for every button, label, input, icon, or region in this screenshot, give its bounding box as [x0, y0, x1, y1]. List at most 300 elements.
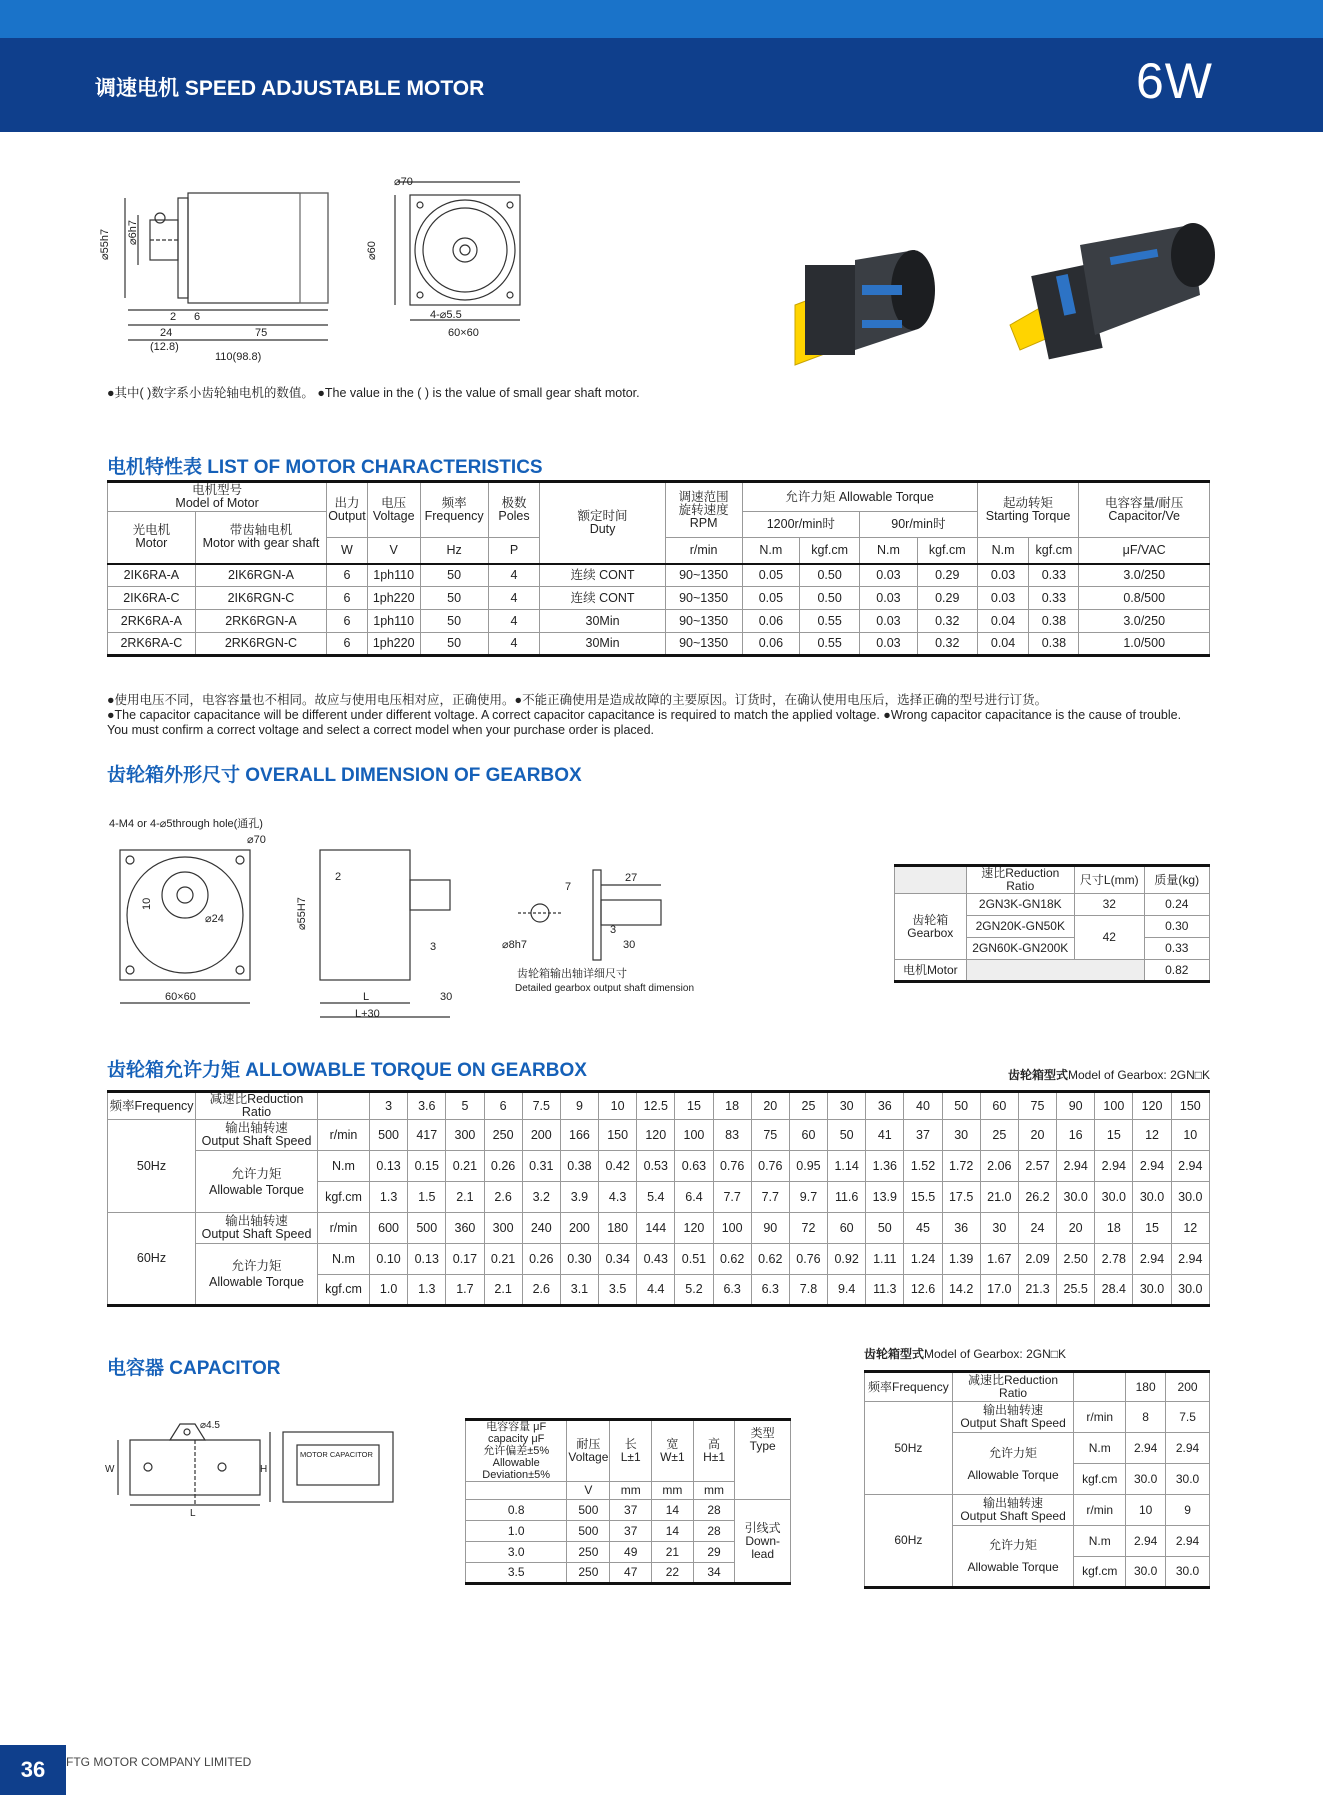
ratio-cell: 10 — [599, 1092, 637, 1120]
freq-60: 60Hz — [865, 1495, 953, 1588]
table-cell: 2.94 — [1126, 1433, 1166, 1464]
table-cell: 21 — [652, 1542, 694, 1563]
table-cell: 0.33 — [1029, 587, 1079, 610]
dim-label: ⌀70 — [247, 834, 266, 846]
shaft-caption-en: Detailed gearbox output shaft dimension — [515, 983, 695, 994]
col-ratio: 速比Reduction Ratio — [966, 866, 1074, 894]
dim-label: 6 — [194, 311, 201, 323]
table-cell: 30.0 — [1133, 1182, 1171, 1213]
table-cell: 250 — [567, 1563, 610, 1584]
model-en: Model of Gearbox: 2GN□K — [1068, 1068, 1210, 1082]
table-cell: 0.29 — [917, 587, 977, 610]
table-cell: 1ph110 — [367, 610, 420, 633]
table-cell: 30 — [980, 1213, 1018, 1244]
unit-cell: P — [488, 538, 540, 564]
dim-label: (12.8) — [150, 341, 179, 353]
table-cell: 3.5 — [466, 1563, 567, 1584]
table-cell: 0.03 — [977, 587, 1029, 610]
table-cell: 30.0 — [1126, 1557, 1166, 1588]
table-cell: 9.4 — [828, 1275, 866, 1306]
ratio-cell: 90 — [1057, 1092, 1095, 1120]
table-cell: 7.8 — [789, 1275, 827, 1306]
col-torque: 允许力矩 Allowable Torque — [742, 482, 977, 512]
table-cell: 0.42 — [599, 1151, 637, 1182]
col-starting: 起动转矩 Starting Torque — [977, 482, 1079, 538]
table-cell: 2IK6RA-A — [108, 564, 196, 587]
col-L: 尺寸L(mm) — [1074, 866, 1144, 894]
table-cell: 1ph220 — [367, 633, 420, 656]
unit-cell: r/min — [318, 1120, 370, 1151]
ratio-cell: 150 — [1171, 1092, 1209, 1120]
table-cell: 0.32 — [917, 633, 977, 656]
table-cell: 3.5 — [599, 1275, 637, 1306]
table-cell: 500 — [567, 1521, 610, 1542]
table-cell: 1.0 — [370, 1275, 408, 1306]
table-cell: 144 — [637, 1213, 675, 1244]
page-header — [0, 38, 1323, 132]
dim-label: ⌀55h7 — [99, 228, 111, 260]
table-row — [108, 1151, 1210, 1182]
table-cell: 1.14 — [828, 1151, 866, 1182]
table-cell: 28.4 — [1095, 1275, 1133, 1306]
dim-label: H — [260, 1464, 268, 1475]
dim-label: 110(98.8) — [215, 351, 262, 363]
ratio-cell: 9 — [560, 1092, 598, 1120]
table-cell: 30Min — [540, 610, 665, 633]
table-cell: 0.13 — [408, 1244, 446, 1275]
table-cell: 0.8 — [466, 1500, 567, 1521]
table-cell: 90~1350 — [665, 610, 742, 633]
blank-cell — [318, 1092, 370, 1120]
page-number: 36 — [0, 1745, 66, 1795]
table-cell: 2.1 — [484, 1275, 522, 1306]
table-cell: 2.50 — [1057, 1244, 1095, 1275]
table-cell: 9.7 — [789, 1182, 827, 1213]
dim-label: 75 — [255, 327, 268, 339]
table-cell: 0.92 — [828, 1244, 866, 1275]
col-mass: 质量(kg) — [1144, 866, 1209, 894]
ratio-cell: 7.5 — [522, 1092, 560, 1120]
table-cell: 26.2 — [1018, 1182, 1056, 1213]
table-cell: 12 — [1133, 1120, 1171, 1151]
col-frequency: 频率Frequency — [108, 1092, 196, 1120]
table-cell: 2.94 — [1126, 1526, 1166, 1557]
table-cell: 0.30 — [560, 1244, 598, 1275]
table-cell: 0.04 — [977, 610, 1029, 633]
table-cell: 36 — [942, 1213, 980, 1244]
table-cell: 30.0 — [1133, 1275, 1171, 1306]
dim-label: 4-M4 or 4-⌀5through hole(通孔) — [109, 818, 263, 830]
table-cell: 4.4 — [637, 1275, 675, 1306]
dim-label: 60×60 — [165, 991, 196, 1003]
table-cell: 49 — [610, 1542, 652, 1563]
type-cell: 引线式 Down-lead — [735, 1500, 791, 1584]
dim-label: 2 — [170, 311, 177, 323]
table-cell: 16 — [1057, 1120, 1095, 1151]
table-cell: 0.31 — [522, 1151, 560, 1182]
table-cell: 120 — [675, 1213, 713, 1244]
col-rpm: 调速范围 旋转速度 RPM — [665, 482, 742, 538]
dim-label: ⌀4.5 — [200, 1420, 220, 1431]
table-cell: 2.94 — [1171, 1244, 1209, 1275]
table-cell: 0.34 — [599, 1244, 637, 1275]
unit-cell: N.m — [742, 538, 800, 564]
unit-cell: kgf.cm — [318, 1275, 370, 1306]
dim-label: 30 — [440, 991, 453, 1003]
unit-cell: mm — [693, 1482, 735, 1500]
table-cell: 13.9 — [866, 1182, 904, 1213]
table-cell: 180 — [599, 1213, 637, 1244]
unit-cell: kgf.cm — [318, 1182, 370, 1213]
table-cell: 21.3 — [1018, 1275, 1056, 1306]
table-cell: 0.15 — [408, 1151, 446, 1182]
table-cell: 90~1350 — [665, 564, 742, 587]
col-width: 宽 W±1 — [652, 1420, 694, 1482]
dim-label: 3 — [430, 941, 437, 953]
page-title: 调速电机 SPEED ADJUSTABLE MOTOR — [95, 77, 485, 100]
section-title-torque: 齿轮箱允许力矩 ALLOWABLE TORQUE ON GEARBOX — [107, 1060, 587, 1081]
table-cell: 12.6 — [904, 1275, 942, 1306]
table-cell: 25.5 — [1057, 1275, 1095, 1306]
company-name: FTG MOTOR COMPANY LIMITED — [66, 1755, 252, 1769]
table-cell: 28 — [693, 1521, 735, 1542]
unit-cell: N.m — [860, 538, 918, 564]
table-cell: 0.04 — [977, 633, 1029, 656]
table-cell: 6.3 — [713, 1275, 751, 1306]
table-cell: 17.0 — [980, 1275, 1018, 1306]
shaft-caption-cn: 齿轮箱输出轴详细尺寸 — [517, 968, 627, 980]
table-cell: 5.2 — [675, 1275, 713, 1306]
gearbox-label: 齿轮箱 Gearbox — [895, 894, 967, 960]
table-cell: 50 — [866, 1213, 904, 1244]
table-cell: 2GN3K-GN18K — [966, 894, 1074, 916]
table-cell: 6.3 — [751, 1275, 789, 1306]
table-cell: 6.4 — [675, 1182, 713, 1213]
motor-photo-2 — [1005, 225, 1225, 365]
table-cell: 4 — [488, 564, 540, 587]
table-cell: 500 — [567, 1500, 610, 1521]
unit-cell: mm — [610, 1482, 652, 1500]
table-cell: 0.26 — [484, 1151, 522, 1182]
unit-cell: N.m — [977, 538, 1029, 564]
table-cell: 500 — [408, 1213, 446, 1244]
col-capacitor: 电容容量/耐压 Capacitor/Ve — [1079, 482, 1210, 538]
table-cell: 0.76 — [713, 1151, 751, 1182]
table-cell: 0.63 — [675, 1151, 713, 1182]
table-cell: 30.0 — [1126, 1464, 1166, 1495]
unit-cell: mm — [652, 1482, 694, 1500]
motor-photo-1 — [765, 245, 955, 375]
table-cell: 0.38 — [1029, 633, 1079, 656]
table-cell: 7.7 — [751, 1182, 789, 1213]
unit-cell: W — [327, 538, 368, 564]
ratio-cell: 40 — [904, 1092, 942, 1120]
dim-label: L — [363, 991, 370, 1003]
table-cell: 0.62 — [751, 1244, 789, 1275]
capacitor-table — [465, 1418, 791, 1585]
ratio-cell: 25 — [789, 1092, 827, 1120]
model-en: Model of Gearbox: 2GN□K — [924, 1347, 1066, 1361]
unit-cell: μF/VAC — [1079, 538, 1210, 564]
dim-label: L+30 — [355, 1008, 380, 1020]
table-cell: 34 — [693, 1563, 735, 1584]
motor-drawing — [100, 170, 540, 370]
table-cell: 30 — [942, 1120, 980, 1151]
table-cell: 6 — [327, 564, 368, 587]
dim-label: W — [105, 1464, 115, 1475]
table-cell: 2RK6RA-C — [108, 633, 196, 656]
unit-cell: V — [367, 538, 420, 564]
table-cell: 20 — [1018, 1120, 1056, 1151]
ratio-cell: 60 — [980, 1092, 1018, 1120]
table-cell: 30.0 — [1057, 1182, 1095, 1213]
table-cell: 50 — [420, 587, 488, 610]
table-cell: 0.32 — [917, 610, 977, 633]
torque-table — [107, 1090, 1210, 1307]
dim-label: L — [190, 1508, 196, 1519]
ratio-cell: 50 — [942, 1092, 980, 1120]
table-cell: 9 — [1166, 1495, 1210, 1526]
table-cell: 1.72 — [942, 1151, 980, 1182]
unit-cell: N.m — [318, 1244, 370, 1275]
torque-label: 允许力矩 Allowable Torque — [952, 1433, 1074, 1495]
table-cell: 0.62 — [713, 1244, 751, 1275]
table-cell: 4 — [488, 587, 540, 610]
dim-label: 30 — [623, 939, 636, 951]
table-cell: 30.0 — [1166, 1464, 1210, 1495]
table-cell: 0.53 — [637, 1151, 675, 1182]
unit-cell: r/min — [1074, 1495, 1126, 1526]
table-cell: 30.0 — [1171, 1275, 1209, 1306]
section-title-characteristics: 电机特性表 LIST OF MOTOR CHARACTERISTICS — [107, 457, 543, 478]
gearbox-drawing — [105, 815, 695, 1025]
table-cell: 3.0/250 — [1079, 564, 1210, 587]
table-cell: 50 — [420, 610, 488, 633]
table-cell: 2.1 — [446, 1182, 484, 1213]
table-cell: 0.06 — [742, 633, 800, 656]
table-cell: 1.52 — [904, 1151, 942, 1182]
small-torque-model-note — [864, 1347, 1066, 1362]
table-cell: 0.06 — [742, 610, 800, 633]
table-cell: 4 — [488, 633, 540, 656]
model-cn: 齿轮箱型式 — [864, 1347, 925, 1361]
table-row — [108, 1244, 1210, 1275]
table-cell: 12 — [1171, 1213, 1209, 1244]
ratio-cell: 120 — [1133, 1092, 1171, 1120]
section-title-capacitor: 电容器 CAPACITOR — [107, 1358, 281, 1379]
table-cell: 30.0 — [1171, 1182, 1209, 1213]
blank-cell — [895, 866, 967, 894]
ratio-cell: 36 — [866, 1092, 904, 1120]
dim-label: ⌀8h7 — [502, 939, 527, 951]
characteristics-table-body — [107, 480, 1210, 657]
speed-label: 输出轴转速 Output Shaft Speed — [196, 1120, 318, 1151]
table-cell: 50 — [828, 1120, 866, 1151]
freq-label: 50Hz — [108, 1120, 196, 1213]
table-cell: 360 — [446, 1213, 484, 1244]
table-cell: 0.76 — [789, 1244, 827, 1275]
table-cell: 4 — [488, 610, 540, 633]
blank-cell — [1074, 1372, 1126, 1402]
table-cell: 0.03 — [860, 610, 918, 633]
table-cell: 2.94 — [1133, 1151, 1171, 1182]
table-cell: 37 — [610, 1500, 652, 1521]
ratio-cell: 200 — [1166, 1372, 1210, 1402]
ratio-cell: 3.6 — [408, 1092, 446, 1120]
table-cell: 30.0 — [1166, 1557, 1210, 1588]
speed-label: 输出轴转速 Output Shaft Speed — [196, 1213, 318, 1244]
table-cell: 90~1350 — [665, 587, 742, 610]
table-cell: 1.39 — [942, 1244, 980, 1275]
table-cell: 0.30 — [1144, 916, 1209, 938]
table-cell: 6 — [327, 587, 368, 610]
table-cell: 10 — [1171, 1120, 1209, 1151]
table-cell: 25 — [980, 1120, 1018, 1151]
table-cell: 60 — [828, 1213, 866, 1244]
unit-cell: N.m — [1074, 1526, 1126, 1557]
table-cell: 1.3 — [370, 1182, 408, 1213]
table-cell: 0.24 — [1144, 894, 1209, 916]
table-cell: 2GN60K-GN200K — [966, 938, 1074, 960]
table-cell: 3.0 — [466, 1542, 567, 1563]
table-cell: 1.7 — [446, 1275, 484, 1306]
table-cell: 41 — [866, 1120, 904, 1151]
small-torque-table — [864, 1370, 1210, 1589]
table-cell: 2.57 — [1018, 1151, 1056, 1182]
unit-cell: r/min — [318, 1213, 370, 1244]
table-cell: 2.6 — [484, 1182, 522, 1213]
dim-label: 24 — [160, 327, 173, 339]
table-cell: 0.50 — [800, 564, 860, 587]
table-cell: 11.6 — [828, 1182, 866, 1213]
dim-label: ⌀70 — [394, 176, 413, 188]
model-cn: 齿轮箱型式 — [1008, 1068, 1069, 1082]
unit-cell: r/min — [1074, 1402, 1126, 1433]
table-cell: 1.0 — [466, 1521, 567, 1542]
table-cell: 2.94 — [1171, 1151, 1209, 1182]
blank-cell — [966, 960, 1144, 982]
table-cell: 0.13 — [370, 1151, 408, 1182]
table-cell: 0.8/500 — [1079, 587, 1210, 610]
dim-label: ⌀55H7 — [296, 897, 308, 930]
table-cell: 0.17 — [446, 1244, 484, 1275]
table-cell: 30Min — [540, 633, 665, 656]
table-cell: 18 — [1095, 1213, 1133, 1244]
table-cell: 3.1 — [560, 1275, 598, 1306]
ratio-cell: 180 — [1126, 1372, 1166, 1402]
table-row — [108, 1213, 1210, 1244]
table-cell: 0.21 — [446, 1151, 484, 1182]
ratio-cell: 30 — [828, 1092, 866, 1120]
table-cell: 22 — [652, 1563, 694, 1584]
note-voltage-cn: ●使用电压不同，电容容量也不相同。故应与使用电压相对应，正确使用。●不能正确使用是造成故障的主要原因。订货时，在确认使用电压后，选择正确的型号进行订货。 — [107, 693, 1048, 707]
table-cell: 0.33 — [1144, 938, 1209, 960]
table-cell: 2.94 — [1095, 1151, 1133, 1182]
table-cell: 0.55 — [800, 633, 860, 656]
ratio-cell: 20 — [751, 1092, 789, 1120]
table-cell: 1.5 — [408, 1182, 446, 1213]
col-height: 高 H±1 — [693, 1420, 735, 1482]
table-cell: 50 — [420, 564, 488, 587]
col-ratio: 减速比Reduction Ratio — [952, 1372, 1074, 1402]
table-cell: 2IK6RGN-C — [195, 587, 326, 610]
unit-cell: kgf.cm — [1074, 1464, 1126, 1495]
table-row — [108, 1120, 1210, 1151]
dim-label: ⌀60 — [366, 241, 378, 260]
ratio-cell: 75 — [1018, 1092, 1056, 1120]
table-cell: 1ph110 — [367, 564, 420, 587]
table-cell: 2.09 — [1018, 1244, 1056, 1275]
table-cell: 1.0/500 — [1079, 633, 1210, 656]
table-cell: 连续 CONT — [540, 564, 665, 587]
dim-label: ⌀24 — [205, 913, 224, 925]
table-cell: 90 — [751, 1213, 789, 1244]
table-cell: 37 — [904, 1120, 942, 1151]
col-1200: 1200r/min时 — [742, 512, 860, 538]
table-cell: 100 — [713, 1213, 751, 1244]
col-length: 长 L±1 — [610, 1420, 652, 1482]
table-cell: 2.6 — [522, 1275, 560, 1306]
table-cell: 600 — [370, 1213, 408, 1244]
table-cell: 4.3 — [599, 1182, 637, 1213]
table-cell: 240 — [522, 1213, 560, 1244]
table-cell: 2IK6RGN-A — [195, 564, 326, 587]
table-cell: 250 — [484, 1120, 522, 1151]
table-cell: 2.94 — [1133, 1244, 1171, 1275]
dim-label: 7 — [565, 881, 572, 893]
table-cell: 1.36 — [866, 1151, 904, 1182]
table-cell: 3.0/250 — [1079, 610, 1210, 633]
table-cell: 0.76 — [751, 1151, 789, 1182]
table-cell: 0.03 — [977, 564, 1029, 587]
table-cell: 37 — [610, 1521, 652, 1542]
table-cell: 15.5 — [904, 1182, 942, 1213]
col-gearshaft: 带齿轴电机 Motor with gear shaft — [195, 512, 326, 564]
top-strip — [0, 0, 1323, 38]
torque-model-note — [1008, 1068, 1210, 1083]
dim-label: 10 — [141, 897, 153, 910]
speed-label: 输出轴转速 Output Shaft Speed — [952, 1402, 1074, 1433]
col-ratio: 减速比Reduction Ratio — [196, 1092, 318, 1120]
table-cell: 0.43 — [637, 1244, 675, 1275]
gearbox-table — [894, 864, 1210, 983]
table-cell: 17.5 — [942, 1182, 980, 1213]
table-cell: 28 — [693, 1500, 735, 1521]
table-cell: 1.67 — [980, 1244, 1018, 1275]
table-cell: 0.05 — [742, 587, 800, 610]
table-row — [108, 587, 1210, 610]
table-cell: 166 — [560, 1120, 598, 1151]
dim-label: 2 — [335, 871, 342, 883]
table-cell: 0.55 — [800, 610, 860, 633]
table-cell: 150 — [599, 1120, 637, 1151]
torque-label: 允许力矩 Allowable Torque — [952, 1526, 1074, 1588]
table-cell: 0.38 — [1029, 610, 1079, 633]
table-cell: 2GN20K-GN50K — [966, 916, 1074, 938]
table-cell: 30.0 — [1095, 1182, 1133, 1213]
torque-label: 允许力矩 Allowable Torque — [196, 1244, 318, 1306]
table-cell: 42 — [1074, 916, 1144, 960]
table-cell: 10 — [1126, 1495, 1166, 1526]
freq-label: 60Hz — [108, 1213, 196, 1306]
table-row — [108, 633, 1210, 656]
dim-label: 3 — [610, 924, 617, 936]
table-cell: 1.11 — [866, 1244, 904, 1275]
table-cell: 0.51 — [675, 1244, 713, 1275]
unit-cell: V — [567, 1482, 610, 1500]
col-frequency: 频率 Frequency — [420, 482, 488, 538]
dim-label: 4-⌀5.5 — [430, 309, 462, 321]
